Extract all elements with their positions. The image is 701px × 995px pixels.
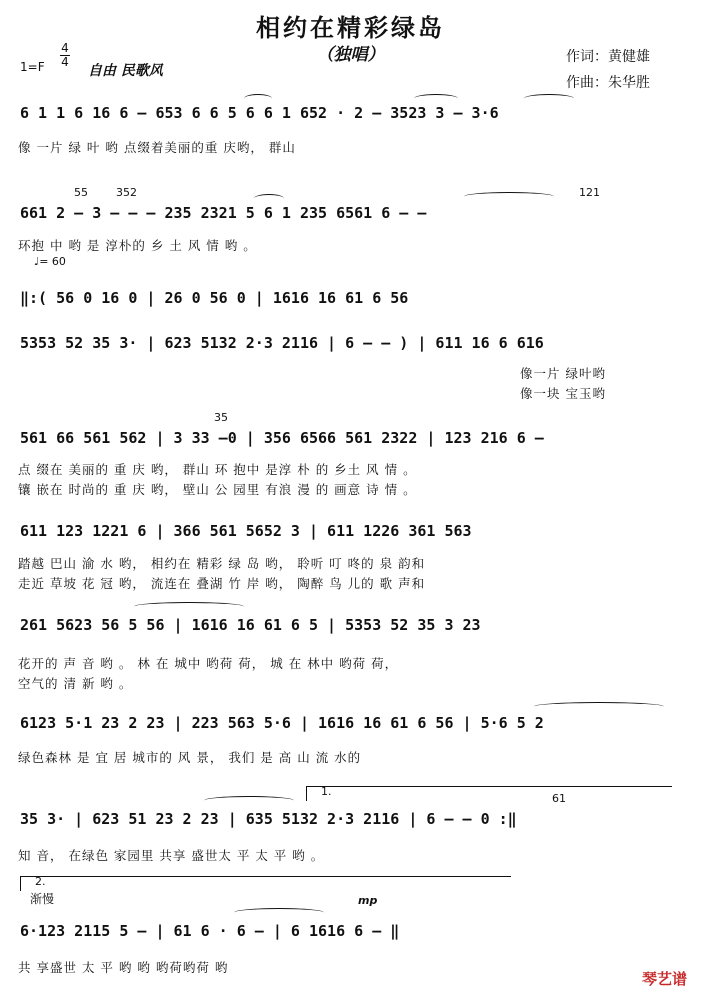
lyrics-line-intro-1: 像一片 绿叶哟: [520, 366, 606, 381]
song-subtitle: （独唱）: [316, 45, 385, 65]
notation-row-5: [14, 411, 679, 451]
key-signature: 1=F: [20, 60, 45, 74]
row-9-notes: 35 3· | 623 51 23 2 23 | 635 5132 2·3 2116 | 6 – – 0 :‖: [20, 810, 517, 828]
slur: [254, 194, 284, 203]
slur: [244, 94, 272, 103]
row-5-notes: 561 66 561 562 | 3 33 –0 | 356 6566 561 2322 | 123 216 6 –: [20, 429, 544, 447]
row-8-notes: 6123 5·1 23 2 23 | 223 563 5·6 | 1616 16 61 6 56 | 5·6 5 2: [20, 714, 544, 732]
lyrics-line-5: 踏越 巴山 渝 水 哟， 相约在 精彩 绿 岛 哟， 聆听 叮 咚的 泉 韵和: [18, 556, 426, 571]
composer-credit: 作曲：朱华胜: [566, 75, 650, 91]
song-title: 相约在精彩绿岛: [256, 14, 445, 42]
row-6-notes: 611 123 1221 6 | 366 561 5652 3 | 611 1226 361 563: [20, 522, 472, 540]
lyrics-line-6: 走近 草坡 花 冠 哟， 流连在 叠湖 竹 岸 哟， 陶醉 鸟 儿的 歌 声和: [18, 576, 426, 591]
lyrics-line-intro-2: 像一块 宝玉哟: [520, 386, 606, 401]
site-watermark: 琴艺谱: [641, 970, 687, 988]
lyrics-line-2: 环抱 中 哟 是 淳朴的 乡 土 风 情 哟 。: [18, 238, 257, 253]
lyrics-line-1: 像 一片 绿 叶 哟 点缀着美丽的重 庆哟， 群山: [18, 140, 296, 155]
slur: [134, 602, 244, 611]
notation-row-6: [14, 518, 679, 544]
time-signature-bottom: 4: [61, 55, 69, 69]
lyrics-line-11: 共 享盛世 太 平 哟 哟 哟荷哟荷 哟: [18, 960, 229, 975]
performance-style: 自由 民歌风: [88, 63, 163, 79]
notation-row-8: [14, 710, 679, 736]
grace-note-352: 352: [116, 186, 137, 199]
notation-row-9: [14, 792, 679, 832]
row-10-notes: 6·123 2115 5 – | 61 6 · 6 – | 6 1616 6 – ‖: [20, 922, 400, 940]
grace-note-55: 55: [74, 186, 88, 199]
slur: [204, 796, 294, 805]
lyrics-line-7: 花开的 声 音 哟 。 林 在 城中 哟荷 荷， 城 在 林中 哟荷 荷，: [18, 656, 399, 671]
volta-2-label: 2.: [35, 875, 46, 888]
row-4-notes: 5353 52 35 3· | 623 5132 2·3 2116 | 6 – – ) | 611 16 6 616: [20, 334, 544, 352]
dynamic-marking: mp: [358, 894, 378, 907]
notation-row-2: [14, 186, 679, 226]
notation-row-10: [14, 918, 679, 944]
slur: [524, 94, 574, 103]
lyricist-credit: 作词：黄健雄: [566, 49, 650, 65]
row-7-notes: 261 5623 56 5 56 | 1616 16 61 6 5 | 5353 52 35 3 23: [20, 616, 481, 634]
slur: [234, 908, 324, 917]
lyrics-line-3: 点 缀在 美丽的 重 庆 哟， 群山 环 抱中 是淳 朴 的 乡土 风 情 。: [18, 462, 417, 477]
row-1-notes: 6 1 1 6 16 6 – 653 6 6 5 6 6 1 652 · 2 – 3523 3 – 3·6: [20, 104, 499, 122]
grace-note-61: 61: [552, 792, 566, 805]
volta-1-bracket: [306, 786, 672, 801]
grace-note-35: 35: [214, 411, 228, 424]
row-3-notes: ‖:( 56 0 16 0 | 26 0 56 0 | 1616 16 61 6 56: [20, 289, 409, 307]
grace-note-121: 121: [579, 186, 600, 199]
time-signature: [60, 42, 70, 69]
slur: [534, 702, 664, 711]
row-2-notes: 661 2 – 3 – – – 235 2321 5 6 1 235 6561 6 – –: [20, 204, 427, 222]
lyrics-line-10: 知 音， 在绿色 家园里 共享 盛世太 平 太 平 哟 。: [18, 848, 325, 863]
lyrics-line-9: 绿色森林 是 宜 居 城市的 风 景， 我们 是 高 山 流 水的: [18, 750, 362, 765]
notation-row-4: [14, 330, 679, 356]
volta-1-label: 1.: [321, 785, 332, 798]
lyrics-line-4: 镶 嵌在 时尚的 重 庆 哟， 壁山 公 园里 有浪 漫 的 画意 诗 情 。: [18, 482, 417, 497]
volta-2-bracket: [20, 876, 511, 891]
notation-row-7: [14, 612, 679, 638]
slur: [414, 94, 458, 103]
tempo-marking: ♩= 60: [34, 255, 66, 268]
notation-row-1: [14, 100, 679, 126]
ritardando-marking: 渐慢: [30, 892, 55, 906]
lyrics-line-8: 空气的 清 新 哟 。: [18, 676, 133, 691]
slur: [464, 192, 554, 201]
time-signature-top: 4: [61, 41, 69, 55]
notation-row-3: [14, 285, 679, 311]
